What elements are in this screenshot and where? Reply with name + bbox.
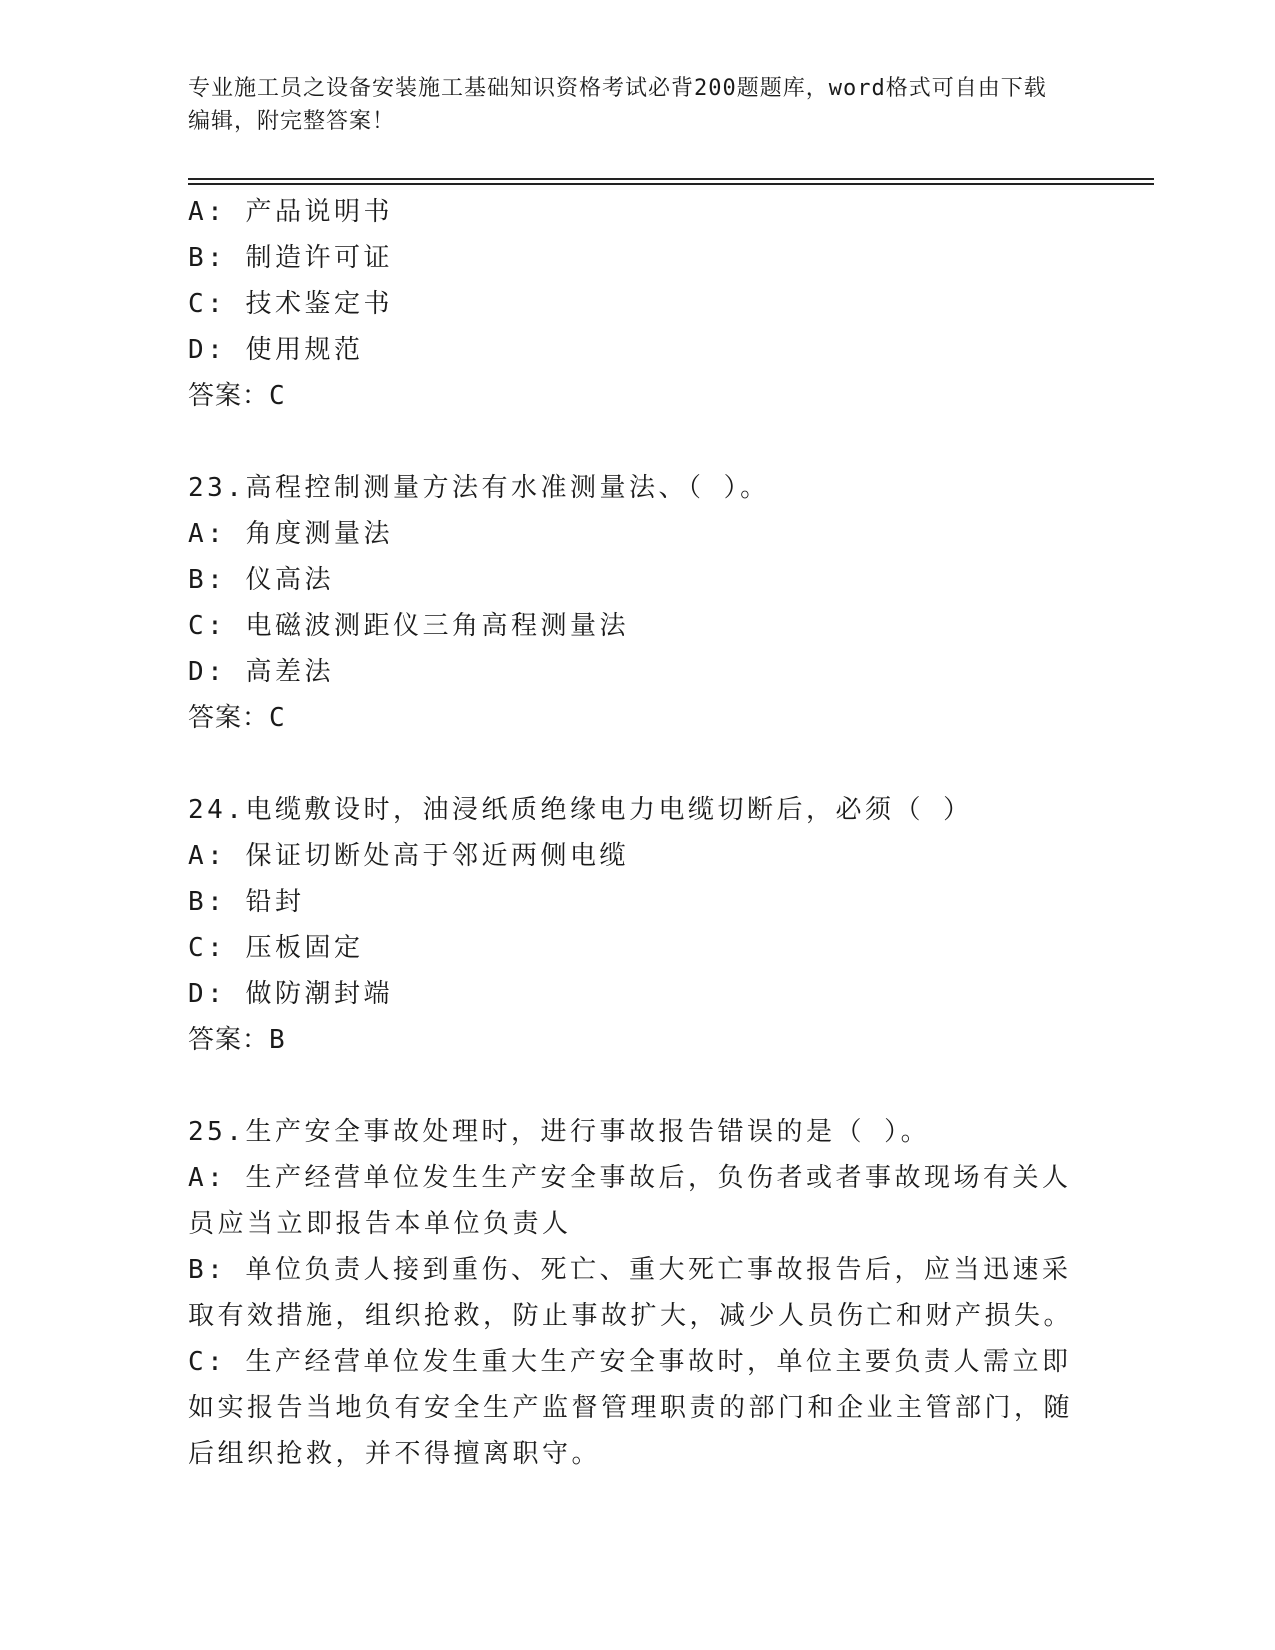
header-rule-bottom [188, 183, 1154, 185]
option-a: A: 角度测量法 [188, 519, 393, 549]
option-a: A: 生产经营单位发生生产安全事故后，负伤者或者事故现场有关人员应当立即报告本单位负责人 [188, 1163, 1072, 1239]
header-rule-top [188, 178, 1154, 180]
question-23 [188, 465, 1088, 741]
question-24 [188, 787, 1088, 1063]
option-b: B: 仪高法 [188, 565, 334, 595]
document-header: 专业施工员之设备安装施工基础知识资格考试必背200题题库，word格式可自由下载编辑，附完整答案！ [188, 76, 1047, 134]
option-c: C: 技术鉴定书 [188, 289, 393, 319]
question-stem: 24.电缆敷设时，油浸纸质绝缘电力电缆切断后，必须（ ） [188, 795, 973, 825]
option-d: D: 使用规范 [188, 335, 364, 365]
option-a: A: 产品说明书 [188, 197, 393, 227]
option-b: B: 制造许可证 [188, 243, 393, 273]
option-b: B: 铅封 [188, 887, 305, 917]
option-c: C: 电磁波测距仪三角高程测量法 [188, 611, 629, 641]
answer: 答案：C [188, 381, 286, 411]
answer: 答案：C [188, 703, 286, 733]
question-25 [188, 1109, 1088, 1477]
option-d: D: 高差法 [188, 657, 334, 687]
option-a: A: 保证切断处高于邻近两侧电缆 [188, 841, 629, 871]
answer: 答案：B [188, 1025, 286, 1055]
option-c: C: 压板固定 [188, 933, 364, 963]
question-22-continued [188, 189, 1088, 419]
option-d: D: 做防潮封端 [188, 979, 393, 1009]
option-c: C: 生产经营单位发生重大生产安全事故时，单位主要负责人需立即如实报告当地负有安全生产监督管理职责的部门和企业主管部门，随后组织抢救，并不得擅离职守。 [188, 1347, 1074, 1469]
question-stem: 23.高程控制测量方法有水准测量法、（ ）。 [188, 473, 770, 503]
question-content [188, 189, 1088, 1477]
option-b: B: 单位负责人接到重伤、死亡、重大死亡事故报告后，应当迅速采取有效措施，组织抢救，防止事故扩大，减少人员伤亡和财产损失。 [188, 1255, 1074, 1331]
question-stem: 25.生产安全事故处理时，进行事故报告错误的是（ ）。 [188, 1117, 931, 1147]
